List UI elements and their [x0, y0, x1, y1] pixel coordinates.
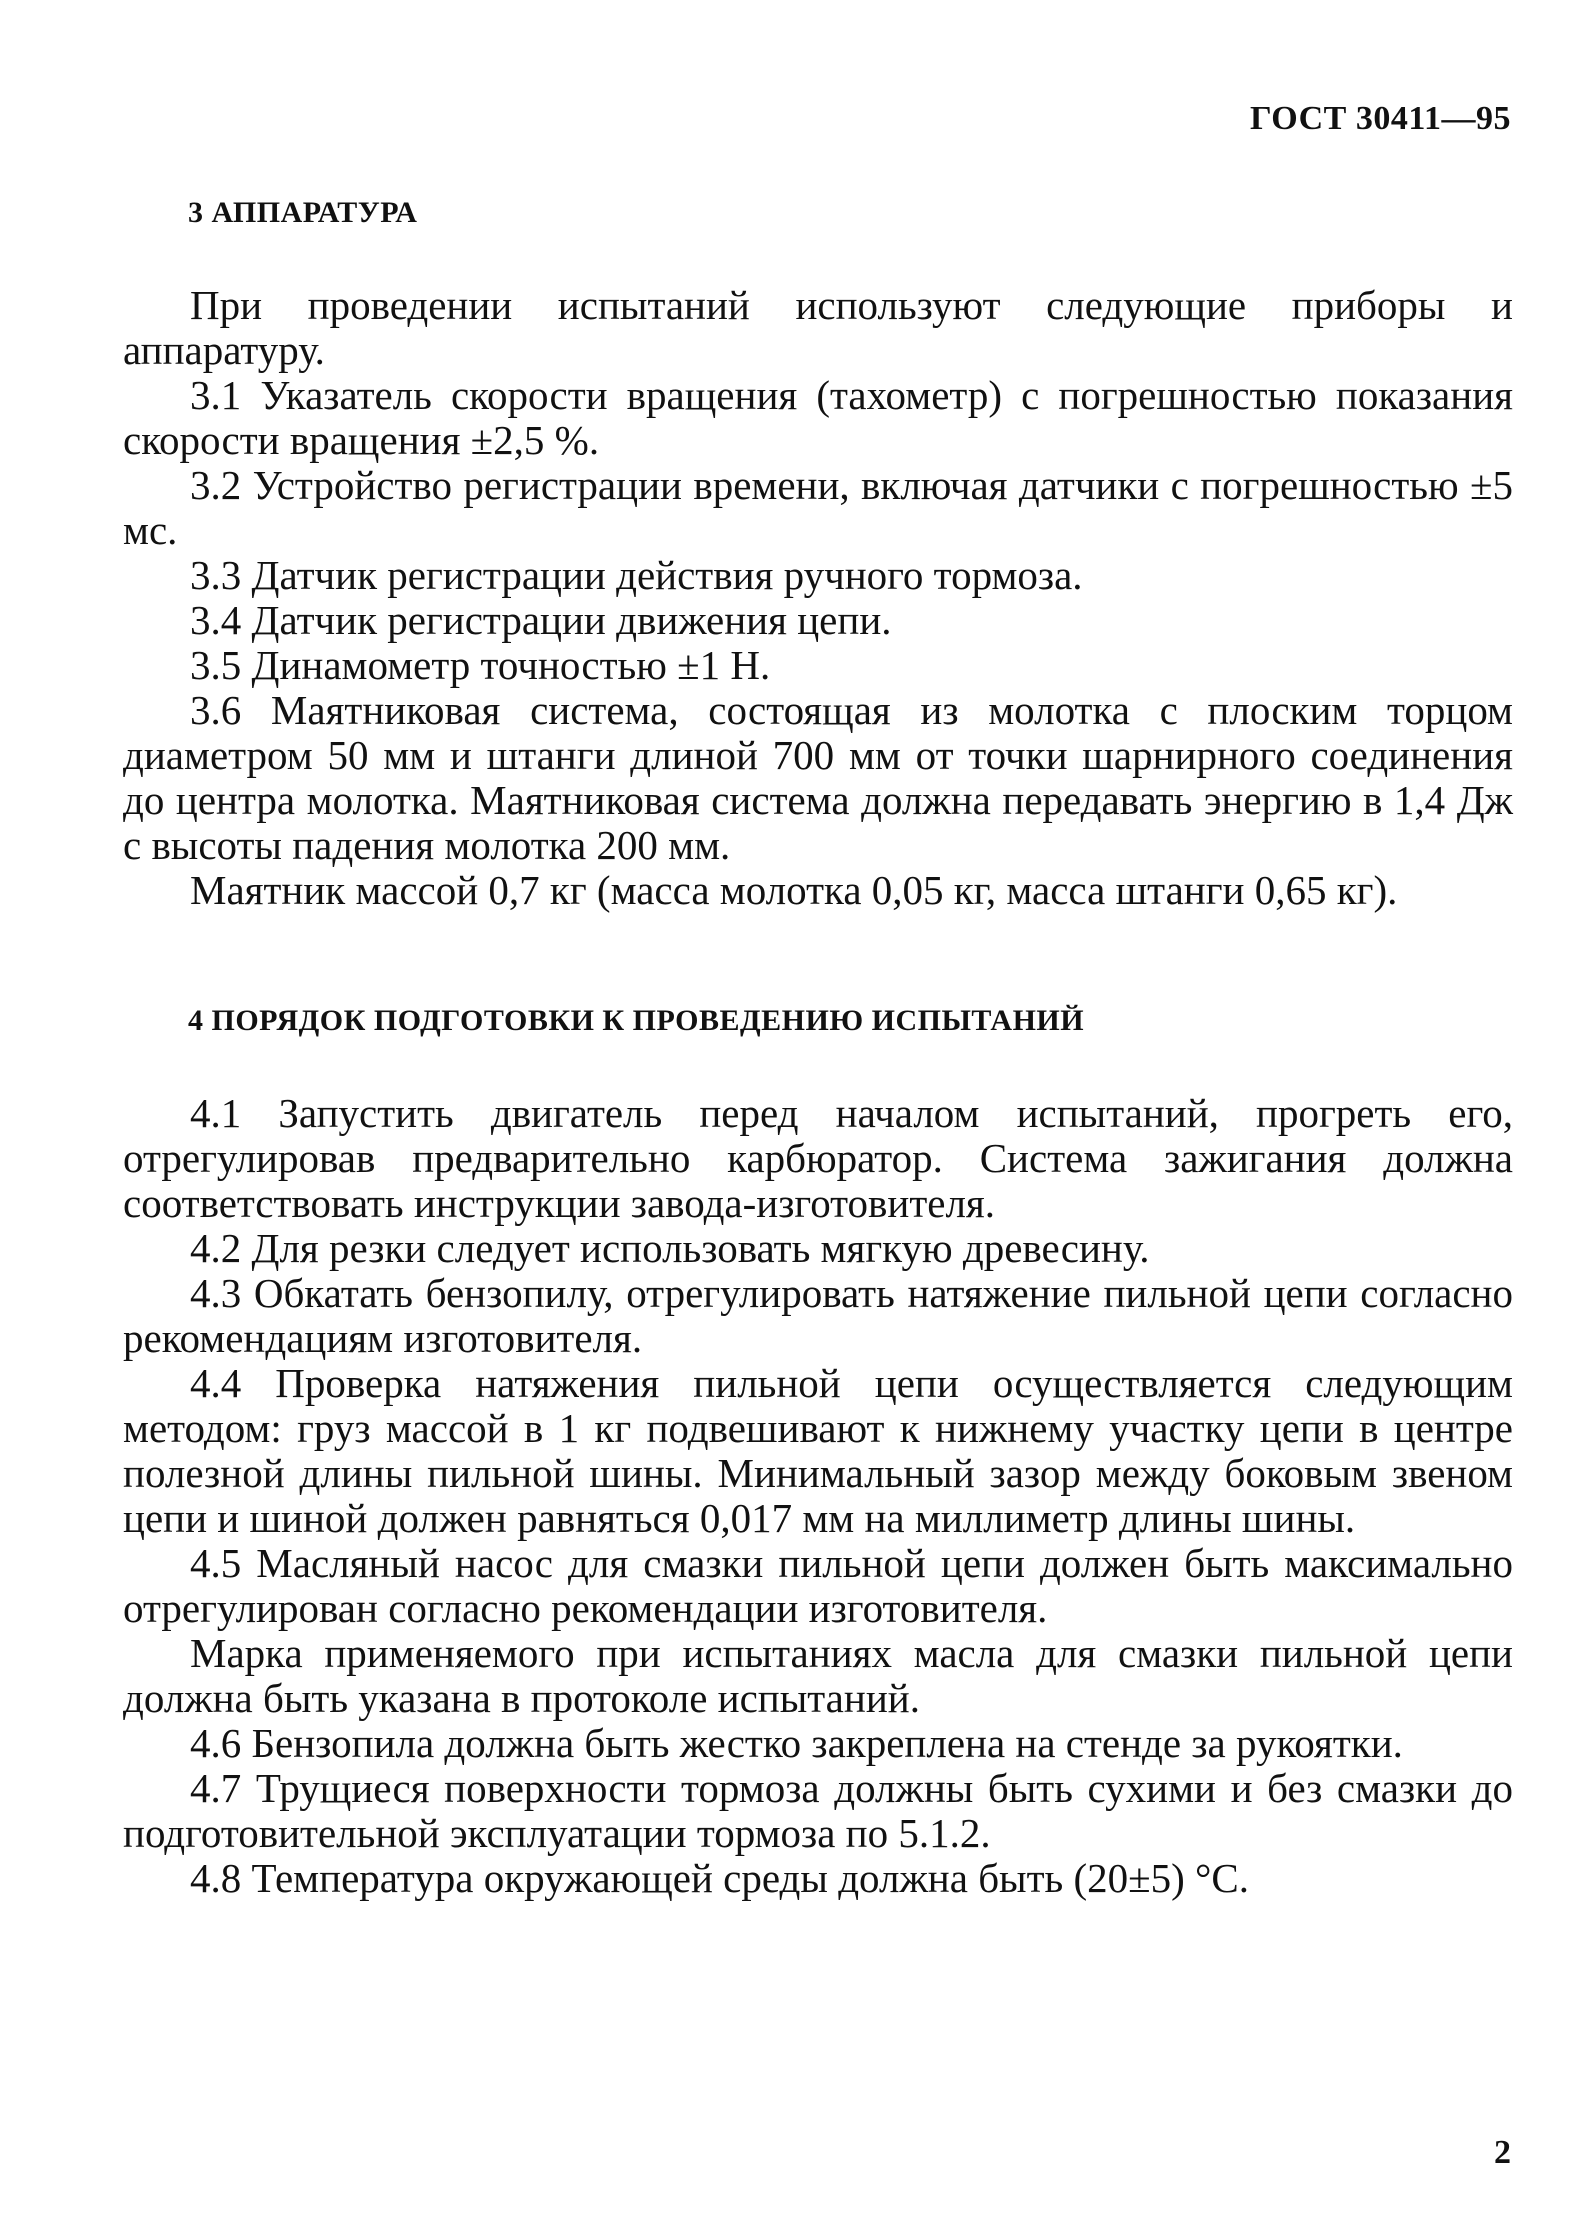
section-3-intro: При проведении испытаний используют следующие приборы и аппаратуру. — [123, 282, 1513, 373]
clause-4-3: 4.3 Обкатать бензопилу, отрегулировать натяжение пильной цепи согласно рекомендациям изготовителя. — [123, 1270, 1513, 1361]
section-4-title: 4 ПОРЯДОК ПОДГОТОВКИ К ПРОВЕДЕНИЮ ИСПЫТАНИЙ — [188, 1004, 1085, 1037]
clause-4-5-oil-grade: Марка применяемого при испытаниях масла для смазки пильной цепи должна быть указана в протоколе испытаний. — [123, 1630, 1513, 1721]
clause-3-4: 3.4 Датчик регистрации движения цепи. — [190, 597, 892, 643]
section-3-title: 3 АППАРАТУРА — [188, 196, 418, 229]
clause-4-1: 4.1 Запустить двигатель перед началом испытаний, прогреть его, отрегулировав предварительно карбюратор. Система зажигания должна соответствовать инструкции завода-изготовителя. — [123, 1090, 1513, 1226]
clause-4-4: 4.4 Проверка натяжения пильной цепи осуществляется следующим методом: груз массой в 1 кг подвешивают к нижнему участку цепи в центре полезной длины пильной шины. Минимальный зазор между боковым звеном цепи и шиной должен равняться 0,017 мм на миллиметр длины шины. — [123, 1360, 1513, 1541]
clause-4-7: 4.7 Трущиеся поверхности тормоза должны быть сухими и без смазки до подготовительной эксплуатации тормоза по 5.1.2. — [123, 1765, 1513, 1856]
clause-3-6: 3.6 Маятниковая система, состоящая из молотка с плоским торцом диаметром 50 мм и штанги длиной 700 мм от точки шарнирного соединения до центра молотка. Маятниковая система должна передавать энергию в 1,4 Дж с высоты падения молотка 200 мм. — [123, 687, 1513, 868]
clause-3-1: 3.1 Указатель скорости вращения (тахометр) с погрешностью показания скорости вращения ±2,5 %. — [123, 372, 1513, 463]
clause-3-3: 3.3 Датчик регистрации действия ручного тормоза. — [190, 552, 1083, 598]
clause-4-8: 4.8 Температура окружающей среды должна быть (20±5) °С. — [190, 1855, 1250, 1901]
clause-3-6-pendulum-mass: Маятник массой 0,7 кг (масса молотка 0,05 кг, масса штанги 0,65 кг). — [190, 867, 1398, 913]
page-content — [123, 195, 1513, 1901]
clause-4-5: 4.5 Масляный насос для смазки пильной цепи должен быть максимально отрегулирован согласно рекомендации изготовителя. — [123, 1540, 1513, 1631]
clause-3-5: 3.5 Динамометр точностью ±1 Н. — [190, 642, 771, 688]
clause-3-2: 3.2 Устройство регистрации времени, включая датчики с погрешностью ±5 мс. — [123, 462, 1513, 553]
page-number: 2 — [1494, 2134, 1511, 2171]
clause-4-2: 4.2 Для резки следует использовать мягкую древесину. — [190, 1225, 1150, 1271]
document-code: ГОСТ 30411—95 — [1249, 100, 1511, 137]
clause-4-6: 4.6 Бензопила должна быть жестко закреплена на стенде за рукоятки. — [190, 1720, 1403, 1766]
